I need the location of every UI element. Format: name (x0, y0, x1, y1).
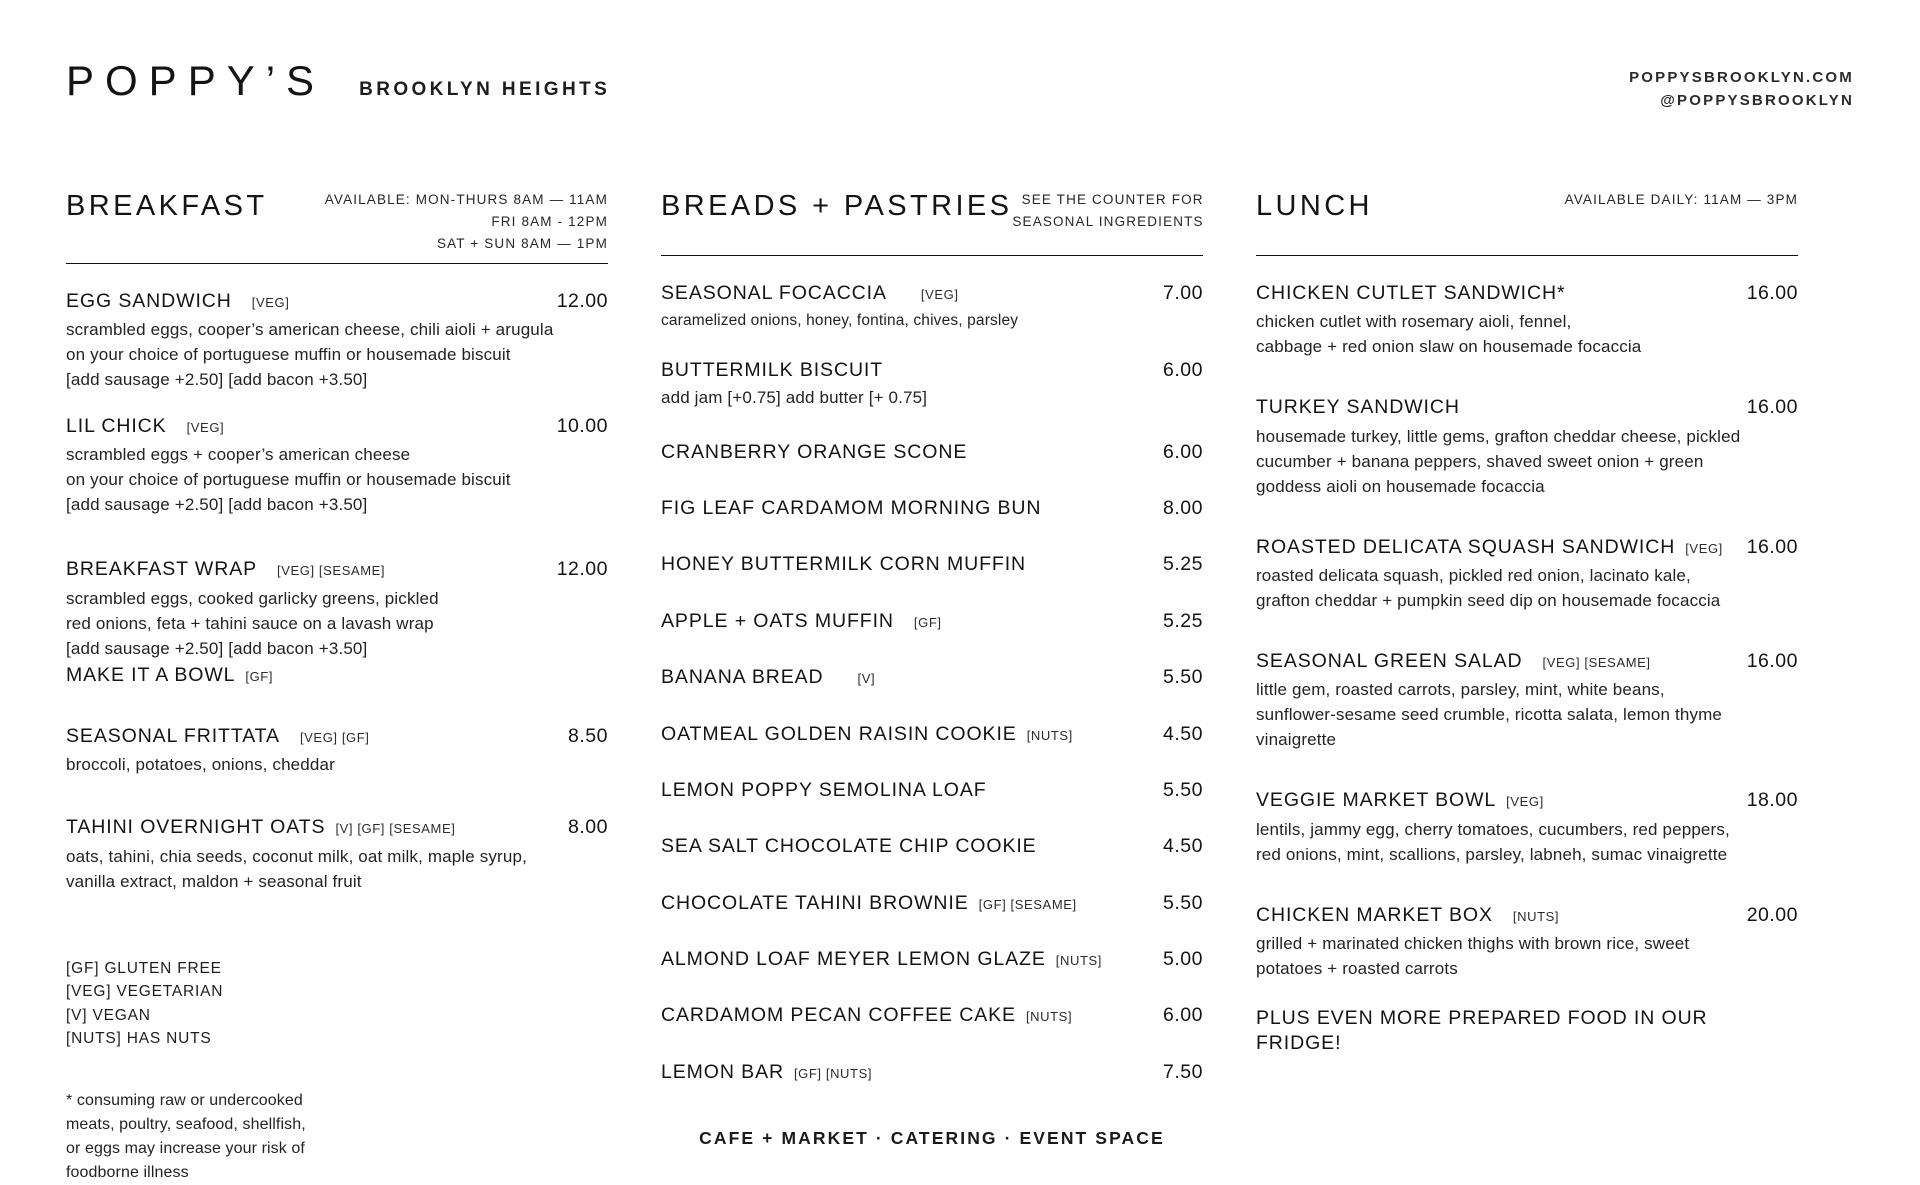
breads-note (1012, 185, 1203, 233)
menu-item-name: BANANA BREAD (661, 666, 824, 689)
breakfast-hours-line-3: SAT + SUN 8AM — 1PM (436, 235, 608, 251)
menu-item-namewrap (661, 553, 1153, 576)
menu-item-name: SEA SALT CHOCOLATE CHIP COOKIE (661, 835, 1037, 858)
menu-item-name: LEMON BAR (661, 1060, 784, 1083)
lunch-title: LUNCH (1256, 190, 1373, 222)
menu-item (1256, 904, 1798, 982)
menu-item-price: 5.50 (1163, 891, 1203, 914)
menu-item-row (661, 666, 1203, 689)
menu-item-name: SEASONAL FRITTATA (66, 724, 280, 747)
menu-item-price: 6.00 (1163, 1004, 1203, 1027)
menu-item (661, 441, 1203, 464)
disclaimer-line: meats, poultry, seafood, shellfish, (66, 1115, 306, 1133)
website-link[interactable]: POPPYSBROOKLYN.COM (1629, 69, 1854, 86)
menu-item-price: 8.00 (568, 816, 608, 839)
menu-item-name: CHICKEN CUTLET SANDWICH* (1256, 282, 1566, 304)
fridge-note: PLUS EVEN MORE PREPARED FOOD IN OUR FRIDGE! (1256, 1007, 1708, 1054)
menu-item-tags: [GF] [NUTS] (793, 1065, 873, 1081)
menu-item-row (661, 359, 1203, 382)
menu-item-price: 18.00 (1746, 789, 1798, 812)
menu-item-price: 6.00 (1163, 359, 1203, 382)
menu-item-name: CHICKEN MARKET BOX (1256, 903, 1493, 926)
menu-item-namewrap (661, 610, 1153, 633)
menu-item-price: 10.00 (556, 414, 608, 437)
menu-item-desc-line: chicken cutlet with rosemary aioli, fennel, (1256, 312, 1572, 332)
menu-item-tags: [NUTS] (1026, 727, 1073, 743)
menu-item-row (661, 948, 1203, 971)
menu-item-namewrap (66, 558, 547, 581)
menu-item-desc-line: roasted delicata squash, pickled red onion, lacinato kale, (1256, 566, 1691, 586)
breakfast-divider (66, 263, 608, 264)
menu-item (1256, 396, 1798, 499)
menu-item-desc-line: oats, tahini, chia seeds, coconut milk, oat milk, maple syrup, (66, 846, 527, 866)
legend-line: [GF] GLUTEN FREE (66, 959, 222, 977)
menu-item-tags: [NUTS] (1055, 953, 1102, 969)
menu-item (66, 558, 608, 687)
menu-item-desc-line: add jam [+0.75] add butter [+ 0.75] (661, 387, 928, 407)
menu-item (661, 359, 1203, 410)
menu-item-name: ROASTED DELICATA SQUASH SANDWICH (1256, 535, 1676, 558)
menu-item (661, 610, 1203, 633)
breads-column (661, 185, 1203, 1185)
menu-item-name: LIL CHICK (66, 414, 167, 437)
menu-item-name: BREAKFAST WRAP (66, 558, 258, 581)
legend-line: [VEG] VEGETARIAN (66, 983, 224, 1001)
menu-item-price: 16.00 (1746, 396, 1798, 419)
menu-item-name: CARDAMOM PECAN COFFEE CAKE (661, 1004, 1016, 1027)
menu-item-namewrap (661, 497, 1153, 520)
menu-item-desc-line: vinaigrette (1256, 730, 1337, 750)
menu-item-name: TAHINI OVERNIGHT OATS (66, 816, 326, 839)
menu-item-desc-line: scrambled eggs + cooper’s american cheese (66, 445, 411, 465)
menu-item-price: 12.00 (556, 289, 608, 312)
menu-item-name: OATMEAL GOLDEN RAISIN COOKIE (661, 722, 1017, 745)
menu-item-row (661, 892, 1203, 915)
menu-item-price: 5.25 (1163, 609, 1203, 632)
menu-item-name: SEASONAL GREEN SALAD (1256, 650, 1523, 673)
lunch-header (1256, 185, 1798, 247)
breakfast-header (66, 185, 608, 255)
disclaimer-line: foodborne illness (66, 1163, 189, 1181)
menu-item-tags: [V] [GF] [SESAME] (335, 821, 456, 837)
menu-item-price: 4.50 (1163, 722, 1203, 745)
disclaimer-line: or eggs may increase your risk of (66, 1139, 305, 1157)
menu-item-desc-line: grilled + marinated chicken thighs with brown rice, sweet (1256, 934, 1690, 954)
menu-item-name: HONEY BUTTERMILK CORN MUFFIN (661, 553, 1027, 576)
menu-item-name: CRANBERRY ORANGE SCONE (661, 440, 968, 463)
menu-item (1256, 650, 1798, 753)
menu-item-tags: [GF] (913, 614, 942, 630)
menu-item-row (661, 1004, 1203, 1027)
menu-item-row (661, 1061, 1203, 1084)
menu-item-name: CHOCOLATE TAHINI BROWNIE (661, 891, 969, 914)
menu-item-namewrap (1256, 282, 1737, 305)
breakfast-column (66, 185, 608, 1185)
menu-item-namewrap (66, 816, 558, 839)
menu-item-tags: [VEG] (1685, 540, 1723, 556)
menu-item-variant (66, 663, 608, 687)
menu-item (661, 948, 1203, 971)
menu-item-namewrap (66, 415, 547, 438)
menu-item-tags: [VEG] [SESAME] (1542, 655, 1651, 671)
menu-item-row (661, 835, 1203, 858)
menu-item-name: EGG SANDWICH (66, 289, 232, 312)
menu-item-price: 4.50 (1163, 835, 1203, 858)
menu-item-tags: [VEG] [SESAME] (277, 563, 386, 579)
menu-item-row (661, 497, 1203, 520)
menu-item-row (66, 290, 608, 313)
menu-item-namewrap (1256, 650, 1737, 673)
menu-item (661, 553, 1203, 576)
menu-item-tags: [VEG] [GF] (299, 729, 370, 745)
menu-item-desc-line: on your choice of portuguese muffin or housemade biscuit (66, 470, 511, 490)
menu-item-desc-line: scrambled eggs, cooper’s american cheese, chili aioli + arugula (66, 319, 554, 339)
menu-item-price: 12.00 (556, 558, 608, 581)
menu-item (66, 290, 608, 393)
menu-item (661, 892, 1203, 915)
menu-item-row (1256, 396, 1798, 419)
menu-item-desc-line: red onions, mint, scallions, parsley, labneh, sumac vinaigrette (1256, 844, 1728, 864)
menu-item-tags: [VEG] (1506, 794, 1544, 810)
menu-item-namewrap (66, 725, 558, 748)
menu-item-price: 5.00 (1163, 948, 1203, 971)
menu-item (661, 723, 1203, 746)
menu-item-namewrap (661, 666, 1153, 689)
legend-line: [NUTS] HAS NUTS (66, 1030, 212, 1048)
menu-item-price: 8.50 (568, 724, 608, 747)
menu-item-tags: [GF] [SESAME] (978, 896, 1077, 912)
menu-item-namewrap (661, 948, 1153, 971)
menu-item-row (1256, 536, 1798, 559)
menu-item-row (1256, 904, 1798, 927)
instagram-handle[interactable]: @POPPYSBROOKLYN (1660, 92, 1854, 110)
menu-item-desc-line: sunflower-sesame seed crumble, ricotta salata, lemon thyme (1256, 705, 1723, 725)
menu-item-desc-line: grafton cheddar + pumpkin seed dip on housemade focaccia (1256, 591, 1721, 611)
breads-title: BREADS + PASTRIES (661, 190, 1013, 222)
menu-item-row (66, 816, 608, 839)
services-footer: CAFE + MARKET · CATERING · EVENT SPACE (699, 1128, 1165, 1149)
menu-item-name: FIG LEAF CARDAMOM MORNING BUN (661, 496, 1042, 519)
legend-line: [V] VEGAN (66, 1006, 151, 1024)
menu-item-variant-name: MAKE IT A BOWL (66, 663, 236, 686)
menu-item-price: 8.00 (1163, 496, 1203, 519)
lunch-column (1256, 185, 1798, 1185)
menu-item-namewrap (661, 779, 1153, 802)
menu-item (1256, 536, 1798, 614)
menu-item-row (66, 558, 608, 581)
menu-columns (66, 185, 1880, 1185)
menu-item-price: 5.50 (1163, 778, 1203, 801)
menu-item-desc-line: potatoes + roasted carrots (1256, 959, 1458, 979)
breads-divider (661, 255, 1203, 256)
lunch-hours-line: AVAILABLE DAILY: 11AM — 3PM (1564, 192, 1798, 207)
contact-block (1629, 60, 1854, 113)
menu-item-namewrap (66, 290, 547, 313)
menu-item-desc-line: scrambled eggs, cooked garlicky greens, pickled (66, 588, 439, 608)
menu-item-price: 20.00 (1746, 903, 1798, 926)
menu-item-namewrap (661, 441, 1153, 464)
menu-item (1256, 282, 1798, 360)
menu-item-price: 6.00 (1163, 440, 1203, 463)
menu-item (661, 835, 1203, 858)
menu-item-desc-line: cucumber + banana peppers, shaved sweet onion + green (1256, 451, 1704, 471)
menu-item-tags: [NUTS] (1512, 908, 1560, 924)
menu-item-namewrap (1256, 789, 1737, 812)
breads-note-line-1: SEE THE COUNTER FOR (1021, 192, 1204, 207)
menu-item-desc-line: [add sausage +2.50] [add bacon +3.50] (66, 369, 368, 389)
menu-item-price: 5.50 (1163, 666, 1203, 689)
menu-item-row (661, 610, 1203, 633)
menu-item-row (661, 553, 1203, 576)
menu-item-row (1256, 282, 1798, 305)
menu-item-desc-line: lentils, jammy egg, cherry tomatoes, cucumbers, red peppers, (1256, 819, 1730, 839)
menu-item (661, 497, 1203, 520)
menu-item (66, 725, 608, 778)
menu-item-name: ALMOND LOAF MEYER LEMON GLAZE (661, 948, 1046, 971)
menu-item-price: 7.00 (1163, 282, 1203, 304)
menu-item-desc-line: housemade turkey, little gems, grafton cheddar cheese, pickled (1256, 426, 1741, 446)
menu-item-namewrap (661, 282, 1153, 305)
lunch-divider (1256, 255, 1798, 256)
menu-item-desc-line: red onions, feta + tahini sauce on a lavash wrap (66, 613, 434, 633)
menu-item (66, 415, 608, 518)
breads-header (661, 185, 1203, 247)
menu-item-desc-line: broccoli, potatoes, onions, cheddar (66, 755, 335, 775)
menu-item-namewrap (1256, 396, 1737, 419)
disclaimer-line: * consuming raw or undercooked (66, 1091, 303, 1109)
menu-item-desc-line: goddess aioli on housemade focaccia (1256, 476, 1545, 496)
menu-item-tags: [VEG] (920, 287, 959, 302)
menu-item (661, 1004, 1203, 1027)
menu-item-tags: [VEG] (186, 419, 225, 435)
breakfast-hours-line-2: FRI 8AM - 12PM (491, 213, 608, 229)
brand-location: BROOKLYN HEIGHTS (359, 79, 611, 100)
menu-item-name: BUTTERMILK BISCUIT (661, 359, 884, 382)
menu-item-row (1256, 650, 1798, 673)
menu-item-desc-line: cabbage + red onion slaw on housemade focaccia (1256, 337, 1642, 357)
menu-item-row (66, 725, 608, 748)
menu-item-namewrap (661, 723, 1153, 746)
menu-item-namewrap (661, 1004, 1153, 1027)
menu-item-desc-line: little gem, roasted carrots, parsley, mint, white beans, (1256, 680, 1665, 700)
menu-item-name: VEGGIE MARKET BOWL (1256, 789, 1497, 812)
menu-item-namewrap (1256, 904, 1737, 927)
menu-item (661, 1061, 1203, 1084)
menu-item-namewrap (661, 835, 1153, 858)
menu-item-tags: [VEG] (251, 294, 290, 310)
menu-item-desc-line: vanilla extract, maldon + seasonal fruit (66, 871, 362, 891)
menu-item-price: 16.00 (1746, 650, 1798, 673)
menu-item-row (661, 282, 1203, 305)
menu-item-namewrap (1256, 536, 1737, 559)
menu-item (1256, 789, 1798, 867)
breakfast-hours-line-1: AVAILABLE: MON-THURS 8AM — 11AM (324, 192, 608, 207)
menu-item-desc-line: [add sausage +2.50] [add bacon +3.50] (66, 495, 368, 515)
lunch-hours (1565, 185, 1798, 211)
menu-item-namewrap (661, 359, 1153, 382)
menu-item-name: LEMON POPPY SEMOLINA LOAF (661, 778, 987, 801)
breakfast-title: BREAKFAST (66, 190, 268, 222)
menu-item-desc-line: [add sausage +2.50] [add bacon +3.50] (66, 638, 368, 658)
menu-item-price: 16.00 (1746, 535, 1798, 558)
breads-note-line-2: SEASONAL INGREDIENTS (1012, 213, 1204, 229)
menu-item-row (1256, 789, 1798, 812)
allergen-legend (66, 957, 608, 1051)
menu-item (661, 666, 1203, 689)
menu-item (661, 779, 1203, 802)
menu-item-name: TURKEY SANDWICH (1256, 396, 1460, 419)
menu-item-tags: [NUTS] (1025, 1009, 1073, 1025)
menu-item-row (661, 441, 1203, 464)
menu-item (66, 816, 608, 894)
brand-name: POPPY’S (66, 57, 326, 104)
menu-item-tags: [V] (857, 671, 876, 687)
menu-item-name: APPLE + OATS MUFFIN (661, 609, 894, 632)
brand-block (66, 57, 611, 104)
menu-item-namewrap (661, 1061, 1153, 1084)
menu-item-row (661, 723, 1203, 746)
menu-item-price: 7.50 (1163, 1060, 1203, 1083)
menu-item-variant-tags: [GF] (245, 668, 274, 684)
health-disclaimer (66, 1089, 396, 1185)
menu-item-namewrap (661, 892, 1153, 915)
menu-item-row (661, 779, 1203, 802)
menu-item-price: 5.25 (1163, 553, 1203, 576)
breakfast-hours (325, 185, 608, 255)
menu-item-desc-line: caramelized onions, honey, fontina, chives, parsley (661, 312, 1019, 330)
menu-item-row (66, 415, 608, 438)
menu-item-name: SEASONAL FOCACCIA (661, 282, 887, 304)
menu-item-desc-line: on your choice of portuguese muffin or housemade biscuit (66, 344, 511, 364)
masthead (66, 57, 1854, 130)
menu-item (661, 282, 1203, 333)
menu-item-price: 16.00 (1746, 282, 1798, 304)
